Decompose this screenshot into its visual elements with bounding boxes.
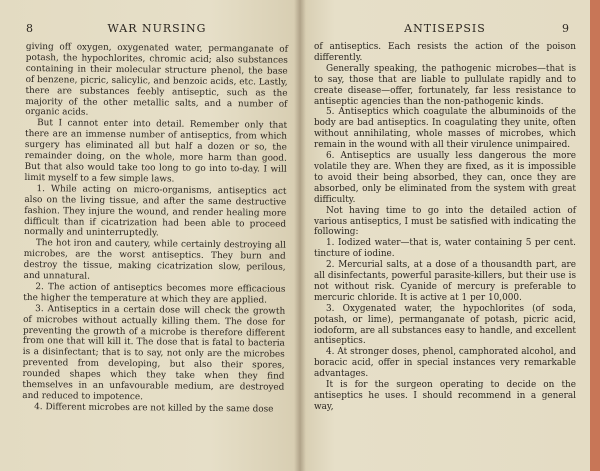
- right-paragraph: Generally speaking, the pathogenic microbes—that is to say, those that are liable to pullulate rapidly and to create disease—offer, fortunately, far less resistance to antiseptic agencies than the non-pathogenic kinds.: [314, 63, 576, 107]
- left-paragraph: 3. Antiseptics in a certain dose will check the growth of microbes without actually killing them. The dose for preventing the growth of a microbe is therefore different from one that will kill it. The dose that is fatal to bacteria is a disinfectant; that is to say, not only are the microbes prevented from developing, but also their spores, rounded shapes which they take when they find themselves in an unfavourable medium, are destroyed and reduced to impotence.: [22, 303, 286, 403]
- right-page-body: [314, 42, 576, 413]
- right-paragraph: It is for the surgeon operating to decide on the antiseptics he uses. I should recommend in a general way,: [314, 380, 576, 412]
- right-page-number: 9: [562, 22, 570, 35]
- left-page-header: [26, 22, 288, 42]
- left-paragraph: 1. While acting on micro-organisms, antiseptics act also on the living tissue, and after the same destructive fashion. They injure the wound, and render healing more difficult than if cicatrization had been able to proceed normally and uninterruptedly.: [23, 183, 287, 239]
- right-paragraph: Not having time to go into the detailed action of various antiseptics, I must be satisfied with indicating the following:: [314, 205, 576, 238]
- book-cover-edge: [590, 0, 600, 471]
- right-running-head: ANTISEPSIS: [404, 22, 486, 35]
- left-paragraph: 4. Different microbes are not killed by the same dose: [34, 402, 274, 415]
- right-paragraph: of antiseptics. Each resists the action of the poison differently.: [314, 42, 576, 63]
- right-paragraph: 4. At stronger doses, phenol, camphorated alcohol, and boracic acid, offer in special instances very remarkable advantages.: [314, 347, 576, 380]
- right-paragraph: 6. Antiseptics are usually less dangerous the more volatile they are. When they are fixed, as it is impossible to avoid their being absorbed, they can, once they are absorbed, only be eliminated from the system with great difficulty.: [314, 151, 576, 205]
- right-paragraph: 2. Mercurial salts, at a dose of a thousandth part, are all disinfectants, powerful parasite-killers, but their use is not without risk. Cyanide of mercury is preferable to mercuric chloride. It is active at 1 per 10,000.: [314, 260, 576, 303]
- left-paragraph: But I cannot enter into detail. Remember only that there are an immense number of antiseptics, from which surgery has eliminated all but half a dozen or so, the remainder doing, on the whole, more harm than good. But that also would take too long to go into to-day. I will limit myself to a few simple laws.: [24, 118, 288, 185]
- right-page-header: [314, 22, 576, 42]
- left-paragraph: 2. The action of antiseptics becomes more efficacious the higher the temperature at which they are applied.: [23, 282, 286, 306]
- left-paragraph: giving off oxygen, oxygenated water, permanganate of potash, the hypochlorites, chromic acid; also substances containing in their molecular structure phenol, the base of benzene, picric, salicylic, and benzoic acids, etc. Lastly, there are substances feebly antiseptic, such as the majority of the other metallic salts, and a number of organic acids.: [25, 42, 288, 119]
- right-paragraph: 3. Oxygenated water, the hypochlorites (of soda, potash, or lime), permanganate of potash, picric acid, iodoform, are all substances easy to handle, and excellent antiseptics.: [314, 303, 576, 347]
- left-paragraph: The hot iron and cautery, while certainly destroying all microbes, are the worst antiseptics. They burn and destroy the tissue, making cicatrization slow, perilous, and unnatural.: [23, 238, 286, 282]
- left-running-head: WAR NURSING: [107, 22, 207, 35]
- right-paragraph: 1. Iodized water—that is, water containing 5 per cent. tincture of iodine.: [314, 238, 576, 260]
- book-gutter: [294, 0, 306, 471]
- right-paragraph: 5. Antiseptics which coagulate the albuminoids of the body are bad antiseptics. In coagulating they unite, often without annihilating, whole masses of microbes, which remain in the wound with all their virulence unimpaired.: [314, 107, 576, 151]
- left-page-body: [22, 42, 288, 416]
- right-page: [300, 0, 590, 471]
- left-page-number: 8: [26, 22, 34, 35]
